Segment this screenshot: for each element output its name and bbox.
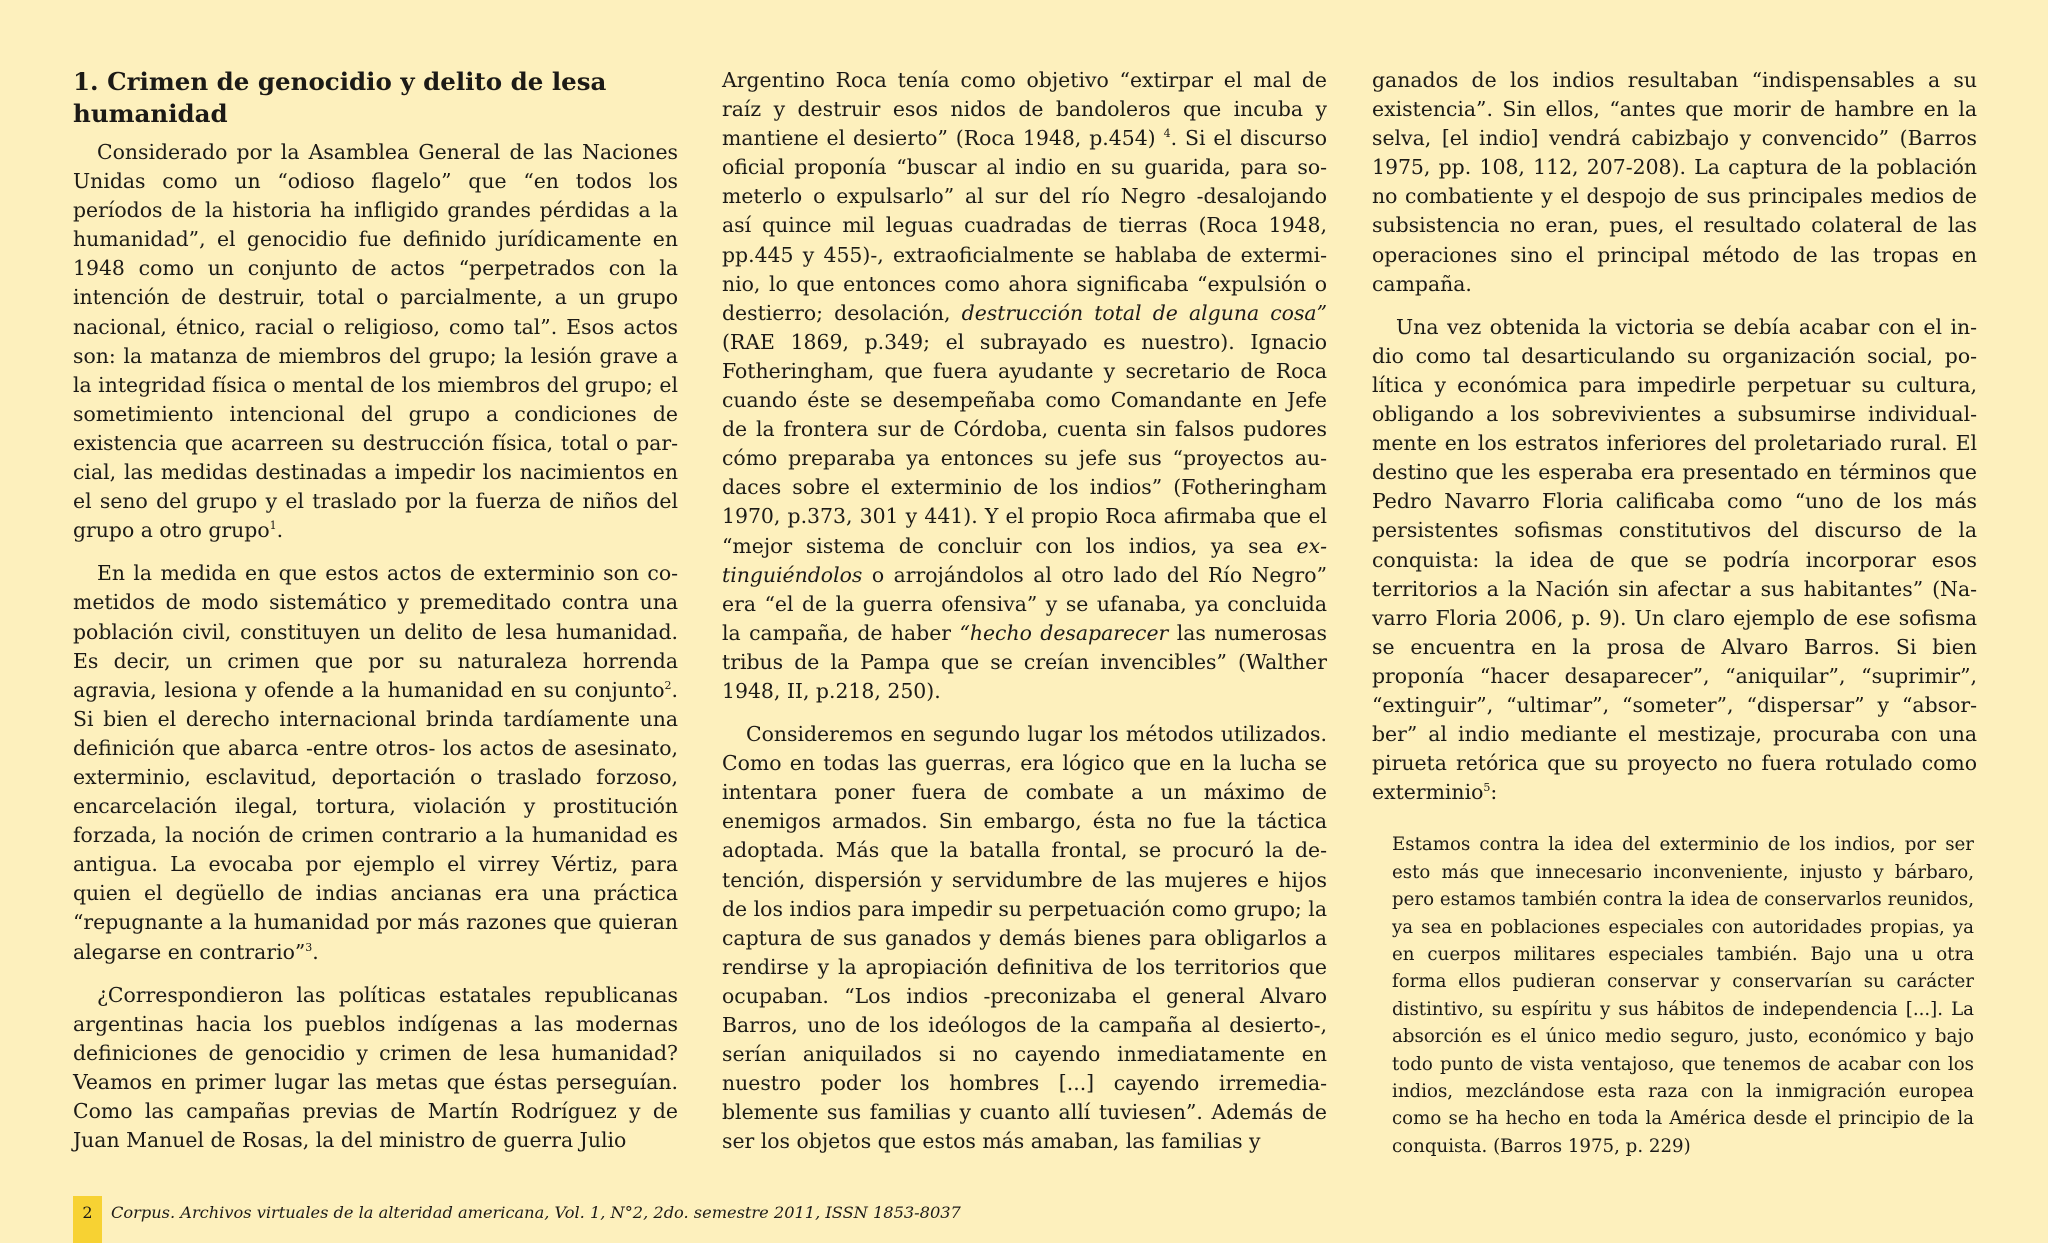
text-column-2 bbox=[722, 66, 1327, 1156]
paragraph-text: . Si el discurso oficial proponía “buscar al indio en su guarida, para someterlo o expulsarlo” al sur del río Negro -desalojando así quince mil leguas cuadradas de tierras (Roca 1948, pp.445 y 455)-, extraoficialmente se hablaba de exterminio, lo que entonces como ahora significaba “expulsión o destierro; desolación, bbox=[722, 126, 1328, 325]
page-footer bbox=[73, 1196, 2048, 1243]
footnote-ref[interactable]: 4 bbox=[1163, 127, 1171, 141]
paragraph: ganados de los indios resultaban “indispensables a su existencia”. Sin ellos, “antes que morir de hambre en la selva, [el indio] vendrá cabizbajo y convencido” (Barros 1975, pp. 108, 112, 207-208). La captura de la población no combatiente y el despojo de sus principales medios de subsistencia no eran, pues, el resultado colateral de las operaciones sino el principal método de las tropas en campaña. bbox=[1372, 68, 1977, 296]
paragraph-text: (RAE 1869, p.349; el subrayado es nuestro). Ignacio Fotheringham, que fuera ayudante y secretario de Roca cuando éste se desempeñaba como Comandante en Jefe de la frontera sur de Córdoba, cuenta sin falsos pudores cómo preparaba ya entonces su jefe sus “proyectos audaces sobre el exterminio de los indios” (Fotheringham 1970, p.373, 301 y 441). Y el propio Roca afirmaba que el “mejor sistema de concluir con los indios, ya sea bbox=[722, 329, 1327, 558]
paragraph-text: . bbox=[276, 518, 284, 543]
paragraph: Consideremos en segundo lugar los métodos utilizados. Como en todas las guerras, era lógico que en la lucha se intentara poner fuera de combate a un máximo de enemigos armados. Sin embargo, ésta no fue la táctica adoptada. Más que la batalla frontal, se procuró la detención, dispersión y servidumbre de las mujeres e hijos de los indios para impedir su perpetuación como grupo; la captura de sus ganados y demás bienes para obligarlos a rendirse y la apropiación definitiva de los territorios que ocupaban. “Los indios -preconizaba el general Alvaro Barros, uno de los ideólogos de la campaña al desierto-, serían aniquilados si no cayendo inmediatamente en nuestro poder los hombres [...] cayendo irremediablemente sus familias y cuanto allí tuviesen”. Además de ser los objetos que estos más amaban, las familias y bbox=[722, 722, 1327, 1154]
paragraph-text: : bbox=[1490, 780, 1498, 805]
emphasis-text: extinguiéndolos bbox=[722, 533, 1327, 587]
footnote-ref[interactable]: 3 bbox=[305, 940, 313, 954]
text-column-3 bbox=[1372, 66, 1977, 1160]
paragraph bbox=[73, 559, 678, 966]
paragraph: ¿Correspondieron las políticas estatales republicanas argentinas hacia los pueblos indígenas a las modernas definiciones de genocidio y crimen de lesa humanidad? Veamos en primer lugar las metas que éstas perseguían. Como las campañas previas de Martín Rodríguez y de Juan Manuel de Rosas, la del ministro de guerra Julio bbox=[73, 982, 678, 1153]
footnote-ref[interactable]: 2 bbox=[664, 678, 672, 692]
emphasis-text: destrucción total de alguna cosa” bbox=[961, 300, 1327, 325]
paragraph-text: En la medida en que estos actos de exterminio son cometidos de modo sistemático y premeditado contra una población civil, constituyen un delito de lesa humanidad. Es decir, un crimen que por su naturaleza horrenda agravia, lesiona y ofende a la humanidad en su conjunto bbox=[73, 561, 678, 702]
emphasis-text: “hecho desaparecer bbox=[959, 620, 1169, 645]
paragraph-text: Una vez obtenida la victoria se debía acabar con el indio como tal desarticulando su organización social, política y económica para impedirle perpetuar su cultura, obligando a los sobrevivientes a subsumirse individualmente en los estratos inferiores del proletariado rural. El destino que les esperaba era presentado en términos que Pedro Navarro Floria calificaba como “uno de los más persistentes sofismas constitutivos del discurso de la conquista: la idea de que se podría incorporar esos territorios a la Nación sin afectar a sus habitantes” (Navarro Floria 2006, p. 9). Un claro ejemplo de ese sofisma se encuentra en la prosa de Alvaro Barros. Si bien proponía “hacer desaparecer”, “aniquilar”, “suprimir”, “extinguir”, “ultimar”, “someter”, “dispersar” y “absorber” al indio mediante el mestizaje, procuraba con una pirueta retórica que su proyecto no fuera rotulado como exterminio bbox=[1372, 314, 1977, 805]
footnote-ref[interactable]: 1 bbox=[269, 519, 277, 533]
page-number: 2 bbox=[73, 1196, 102, 1243]
paragraph bbox=[73, 138, 678, 545]
text-column-1 bbox=[73, 66, 678, 1155]
paragraph-text: Considerado por la Asamblea General de las Naciones Unidas como un “odioso flagelo” que “en todos los períodos de la historia ha infligido grandes pérdidas a la humanidad”, el genocidio fue definido jurídicamente en 1948 como un conjunto de actos “perpetrados con la intención de destruir, total o parcialmente, a un grupo nacional, étnico, racial o religioso, como tal”. Esos actos son: la matanza de miembros del grupo; la lesión grave a la integridad física o mental de los miembros del grupo; el sometimiento intencional del grupo a condiciones de existencia que acarreen su destrucción física, total o parcial, las medidas destinadas a impedir los nacimientos en el seno del grupo y el traslado por la fuerza de niños del grupo a otro grupo bbox=[73, 140, 678, 543]
footnote-ref[interactable]: 5 bbox=[1483, 781, 1491, 795]
paragraph bbox=[1372, 313, 1977, 808]
paragraph-text: . bbox=[312, 939, 319, 964]
paragraph-text: . Si bien el derecho internacional brinda tardíamente una definición que abarca -entre otros- los actos de asesinato, exterminio, esclavitud, deportación o traslado forzoso, encarcelación ilegal, tortura, violación y prostitución forzada, la noción de crimen contrario a la humanidad es antigua. La evocaba por ejemplo el virrey Vértiz, para quien el degüello de indias ancianas era una práctica “repugnante a la humanidad por más razones que quieran alegarse en contrario” bbox=[73, 677, 678, 964]
journal-citation: Corpus. Archivos virtuales de la alteridad americana, Vol. 1, N°2, 2do. semestre 2011, ISSN 1853-8037 bbox=[111, 1203, 961, 1222]
paragraph bbox=[722, 66, 1327, 706]
block-quote: Estamos contra la idea del exterminio de los indios, por ser esto más que innecesario inconveniente, injusto y bárbaro, pero estamos también contra la idea de conservarlos reunidos, ya sea en poblaciones especiales con autoridades propias, ya en cuerpos militares especiales también. Bajo una u otra forma ellos pudieran conservar y conservarían su carácter distintivo, su espíritu y sus hábitos de independencia [...]. La absorción es el único medio seguro, justo, económico y bajo todo punto de vista ventajoso, que tenemos de acabar con los indios, mezclándose esta raza con la inmigración europea como se ha hecho en toda la América desde el principio de la conquista. (Barros 1975, p. 229) bbox=[1392, 834, 1974, 1157]
paragraph-text: las numerosas tribus de la Pampa que se creían invencibles” (Walther 1948, II, p.218, 250). bbox=[722, 620, 1328, 703]
paragraph-text: Argentino Roca tenía como objetivo “extirpar el mal de raíz y destruir esos nidos de bandoleros que incuba y mantiene el desierto” (Roca 1948, p.454) bbox=[722, 68, 1327, 151]
section-heading: 1. Crimen de genocidio y delito de lesa humanidad bbox=[73, 67, 607, 128]
paragraph-text: o arrojándolos al otro lado del Río Negro” era “el de la guerra ofensiva” y se ufanaba, ya concluida la campaña, de haber bbox=[722, 562, 1327, 645]
